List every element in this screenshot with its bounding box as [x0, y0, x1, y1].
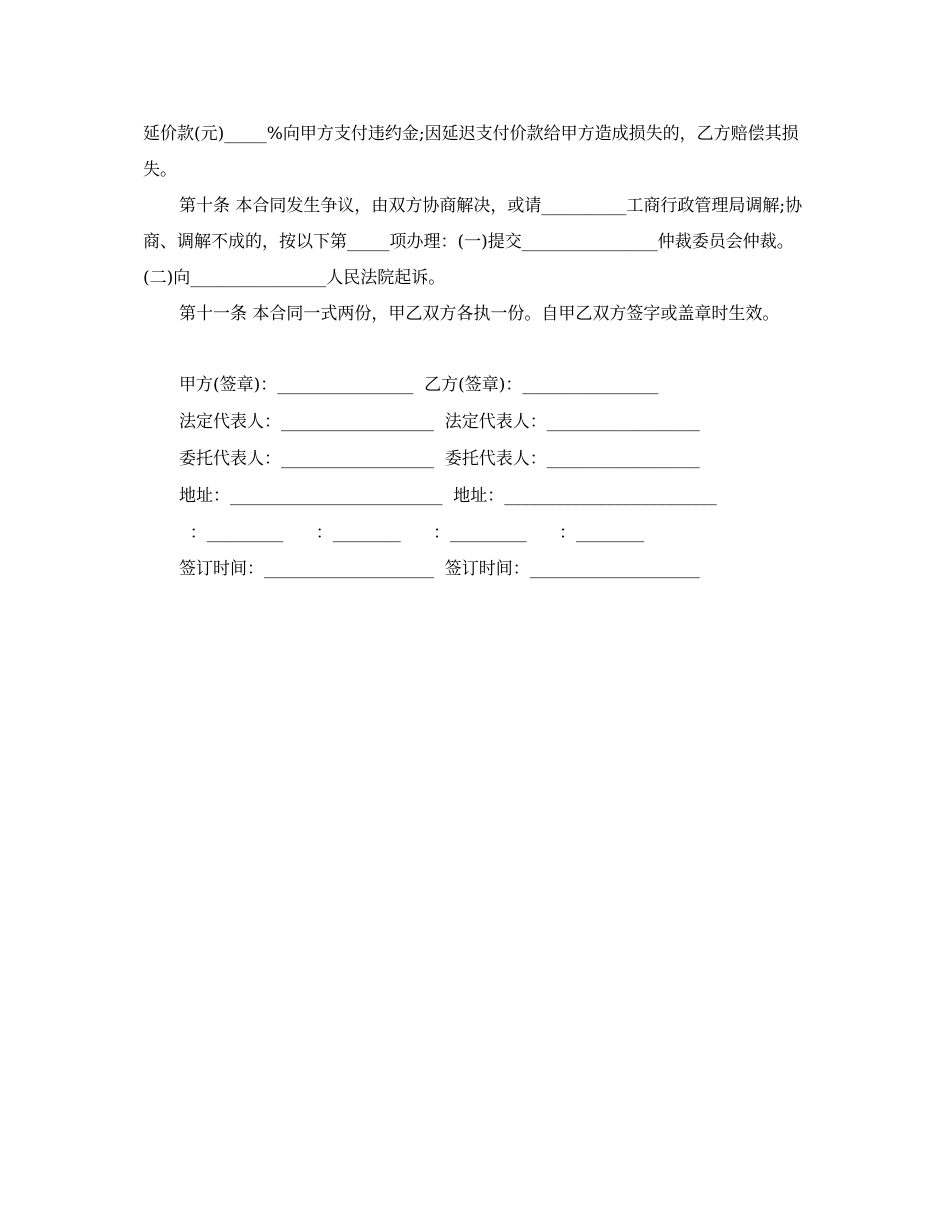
signature-line-legal-rep: 法定代表人：__________________ 法定代表人：__________________	[179, 412, 700, 432]
signature-line-blank-fields: ：_________ ：________ ：_________ ：________	[179, 523, 645, 543]
signature-line-authorized-rep: 委托代表人：__________________ 委托代表人：__________________	[179, 449, 700, 469]
paragraph-article-11: 第十一条 本合同一式两份，甲乙双方各执一份。自甲乙双方签字或盖章时生效。	[179, 304, 780, 324]
paragraph-article-10: 第十条 本合同发生争议，由双方协商解决，或请__________工商行政管理局调解;协商、调解不成的，按以下第_____项办理：(一)提交________________仲裁委员会仲裁。(二)向________________人民法院起诉。	[143, 196, 803, 288]
signature-line-seal: 甲方(签章)：________________ 乙方(签章)：________________	[179, 375, 659, 395]
signature-line-date: 签订时间：____________________ 签订时间：____________________	[179, 559, 700, 579]
paragraph-penalty-clause: 延价款(元)_____%向甲方支付违约金;因延迟支付价款给甲方造成损失的，乙方赔偿其损失。	[143, 124, 799, 180]
signature-line-address: 地址：_________________________ 地址：_________________________	[179, 486, 717, 506]
